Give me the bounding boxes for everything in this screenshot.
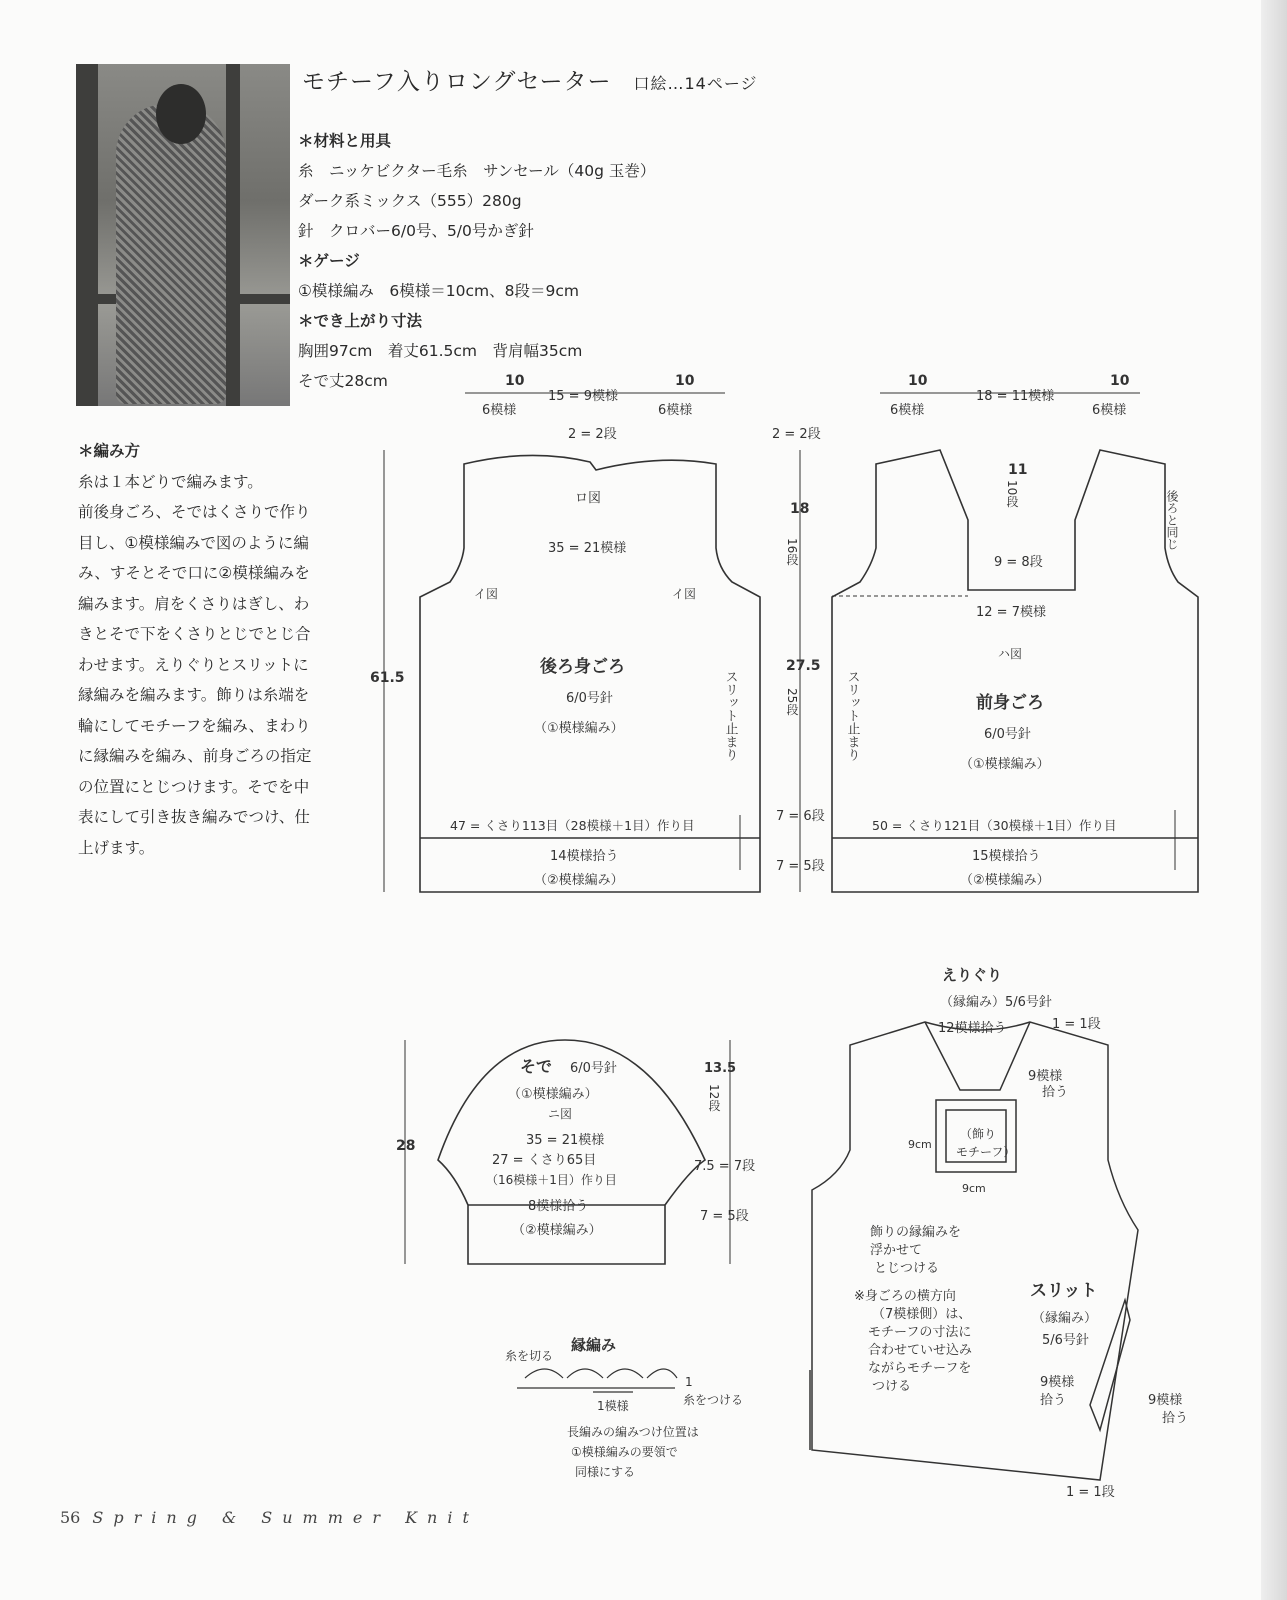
- neckline-rows: 1 = 1段: [1052, 1017, 1101, 1032]
- gauge-heading: ＊ゲージ: [298, 252, 360, 270]
- front-neck-depth-rows: 10段: [1005, 480, 1019, 508]
- method-line: 表にして引き抜き編みでつけ、仕: [78, 808, 310, 826]
- body-note: ※身ごろの横方向: [854, 1289, 956, 1304]
- deco-note: 飾りの縁編みを: [870, 1225, 962, 1240]
- method-line: きとそで下をくさりとじでとじ合: [78, 625, 311, 643]
- slit-pick-left: 9模様: [1040, 1375, 1075, 1390]
- sleeve-rows-7: 7 = 5段: [700, 1209, 749, 1224]
- sleeve-needle: 6/0号針: [570, 1061, 617, 1076]
- front-same-as-back: 後ろと同じ: [1165, 490, 1179, 550]
- assembly-diagram: [800, 960, 1240, 1520]
- back-needle: 6/0号針: [566, 691, 613, 706]
- materials-block: [298, 126, 655, 396]
- sleeve-ni-ref: ニ図: [548, 1107, 573, 1121]
- front-h275: 27.5: [786, 658, 821, 674]
- title-text: モチーフ入りロングセーター: [302, 69, 612, 95]
- front-neck-9: 9 = 8段: [994, 555, 1043, 570]
- body-note: （7模様側）は、: [872, 1307, 972, 1322]
- deco-label: （飾り: [960, 1127, 997, 1141]
- front-top-left: 10: [908, 373, 928, 389]
- sleeve-chain-detail: （16模様＋1目）作り目: [486, 1173, 617, 1187]
- sleeve-chain: 27 = くさり65目: [492, 1153, 597, 1168]
- slit-rows: 1 = 1段: [1066, 1485, 1115, 1500]
- slit-title: スリット: [1030, 1281, 1098, 1301]
- needle-line: 針 クロバー6/0号、5/0号かぎ針: [298, 222, 534, 240]
- front-top-right: 10: [1110, 373, 1130, 389]
- method-line: に縁編みを編み、前身ごろの指定: [78, 747, 312, 765]
- page-footer: [60, 1508, 479, 1527]
- front-top-left-pattern: 6模様: [890, 403, 925, 418]
- sleeve-width: 35 = 21模様: [526, 1133, 605, 1148]
- edge-stitch-diagram: [505, 1330, 785, 1495]
- back-i-ref-right: イ図: [672, 587, 697, 601]
- neckline-pick9b: 拾う: [1042, 1085, 1069, 1100]
- body-note: つける: [872, 1379, 912, 1394]
- back-slit-label: スリット止まり: [722, 670, 738, 761]
- back-i-ref-left: イ図: [474, 587, 499, 601]
- sleeve-length: 28: [396, 1138, 416, 1154]
- back-top-right: 10: [675, 373, 695, 389]
- slit-pick-left2: 拾う: [1040, 1393, 1067, 1408]
- front-pattern2: （②模様編み）: [960, 873, 1050, 888]
- front-needle: 6/0号針: [984, 727, 1031, 742]
- edge-join-yarn: 糸をつける: [683, 1393, 744, 1407]
- front-top-right-pattern: 6模様: [1092, 403, 1127, 418]
- edge-note: 同様にする: [575, 1465, 636, 1479]
- method-block: [78, 436, 350, 863]
- method-line: わせます。えりぐりとスリットに: [78, 655, 309, 674]
- front-h275-rows: 25段: [785, 688, 799, 716]
- model-photo: [76, 64, 290, 406]
- size-heading: ＊でき上がり寸法: [298, 312, 423, 330]
- back-body-diagram: [370, 370, 800, 910]
- front-slit-label: スリット止まり: [844, 670, 860, 761]
- back-pattern: （①模様編み）: [534, 721, 624, 736]
- sleeve-pick: 8模様拾う: [528, 1199, 589, 1214]
- front-h18-rows: 16段: [785, 538, 799, 566]
- neckline-pick: 12模様拾う: [938, 1021, 1007, 1036]
- front-neck-depth: 2 = 2段: [772, 427, 821, 442]
- sleeve-rows-75: 7.5 = 7段: [694, 1159, 756, 1174]
- sleeve-cap-height: 13.5: [704, 1061, 737, 1076]
- front-pattern: （①模様編み）: [960, 757, 1050, 772]
- edge-row-1: 1: [685, 1375, 693, 1389]
- sleeve-pattern2: （②模様編み）: [512, 1223, 602, 1238]
- method-line: 編みます。肩をくさりはぎし、わ: [78, 594, 310, 613]
- sleeve-pattern: （①模様編み）: [508, 1087, 598, 1102]
- back-top-left-pattern: 6模様: [482, 403, 517, 418]
- back-total-length: 61.5: [370, 670, 405, 686]
- materials-heading: ＊材料と用具: [298, 132, 392, 150]
- deco-note: とじつける: [874, 1261, 940, 1276]
- gauge-line: ①模様編み 6模様＝10cm、8段＝9cm: [298, 282, 579, 300]
- front-neck-width: 12 = 7模様: [976, 605, 1046, 620]
- sleeve-diagram: [390, 1040, 770, 1280]
- front-ha-ref: ハ図: [998, 647, 1023, 661]
- back-neck-depth: 2 = 2段: [568, 427, 617, 442]
- slit-needle: 5/6号針: [1042, 1333, 1089, 1348]
- edge-cut-yarn: 糸を切る: [505, 1349, 554, 1363]
- sleeve-length-line: そで丈28cm: [298, 372, 388, 390]
- slit-spec: （縁編み）: [1032, 1311, 1098, 1326]
- front-mid-width: 18 = 11模様: [976, 389, 1055, 404]
- sleeve-name: そで: [520, 1057, 553, 1076]
- method-line: 目し、①模様編みで図のように編: [78, 533, 309, 552]
- method-line: 上げます。: [78, 838, 155, 857]
- body-note: 合わせていせ込み: [868, 1343, 973, 1358]
- back-body-name: 後ろ身ごろ: [540, 657, 625, 677]
- yarn-line: 糸 ニッケビクター毛糸 サンセール（40g 玉巻）: [298, 162, 656, 180]
- neckline-title: えりぐり: [942, 966, 1003, 984]
- edge-note: 長編みの編みつけ位置は: [567, 1425, 699, 1439]
- method-line: 糸は１本どりで編みます。: [78, 472, 263, 491]
- method-line: 輪にしてモチーフを編み、まわり: [78, 716, 311, 735]
- slit-pick-right2: 拾う: [1162, 1411, 1189, 1426]
- back-pick: 14模様拾う: [550, 849, 619, 864]
- front-pick: 15模様拾う: [972, 849, 1041, 864]
- front-body-diagram: [772, 370, 1250, 910]
- back-top-right-pattern: 6模様: [658, 403, 693, 418]
- edge-one-pattern: 1模様: [597, 1399, 629, 1413]
- footer-text: Spring & Summer Knit: [92, 1508, 479, 1527]
- title-ref: 口絵…14ページ: [633, 74, 758, 93]
- slit-pick-right: 9模様: [1148, 1393, 1183, 1408]
- back-width: 35 = 21模様: [548, 541, 627, 556]
- yarn-color-line: ダーク系ミックス（555）280g: [298, 192, 522, 210]
- page-edge: [1261, 0, 1287, 1600]
- method-line: み、すそとそで口に②模様編みを: [78, 564, 310, 582]
- method-line: 縁編みを編みます。飾りは糸端を: [78, 686, 310, 704]
- front-rows-7b: 7 = 5段: [776, 859, 825, 874]
- size-line: 胸囲97cm 着丈61.5cm 背肩幅35cm: [298, 342, 583, 360]
- deco-height: 9cm: [908, 1138, 932, 1151]
- neckline-spec: （縁編み）5/6号針: [940, 995, 1052, 1010]
- back-ro-ref: ロ図: [575, 491, 602, 506]
- back-mid-width: 15 = 9模様: [548, 389, 618, 404]
- body-note: モチーフの寸法に: [868, 1325, 972, 1340]
- method-line: の位置にとじつけます。そでを中: [78, 777, 310, 796]
- page-title: [302, 63, 758, 96]
- front-rows-7a: 7 = 6段: [776, 809, 825, 824]
- deco-label2: モチーフ）: [956, 1145, 1016, 1159]
- deco-note: 浮かせて: [870, 1243, 923, 1258]
- back-chain: 47 = くさり113目（28模様＋1目）作り目: [450, 818, 695, 833]
- body-note: ながらモチーフを: [868, 1361, 972, 1376]
- front-chain: 50 = くさり121目（30模様＋1目）作り目: [872, 818, 1117, 833]
- sleeve-cap-rows: 12段: [707, 1084, 721, 1112]
- edge-note: ①模様編みの要領で: [571, 1445, 678, 1459]
- back-pattern2: （②模様編み）: [534, 873, 624, 888]
- front-h18: 18: [790, 501, 810, 517]
- page-number: 56: [60, 1508, 81, 1527]
- front-body-name: 前身ごろ: [976, 693, 1044, 713]
- neckline-pick9: 9模様: [1028, 1069, 1063, 1084]
- back-top-left: 10: [505, 373, 525, 389]
- deco-width: 9cm: [962, 1182, 986, 1195]
- method-heading: ＊編み方: [78, 442, 141, 460]
- front-neck-depth-11: 11: [1008, 462, 1028, 478]
- method-line: 前後身ごろ、そではくさりで作り: [78, 503, 311, 521]
- edge-title: 縁編み: [571, 1336, 617, 1354]
